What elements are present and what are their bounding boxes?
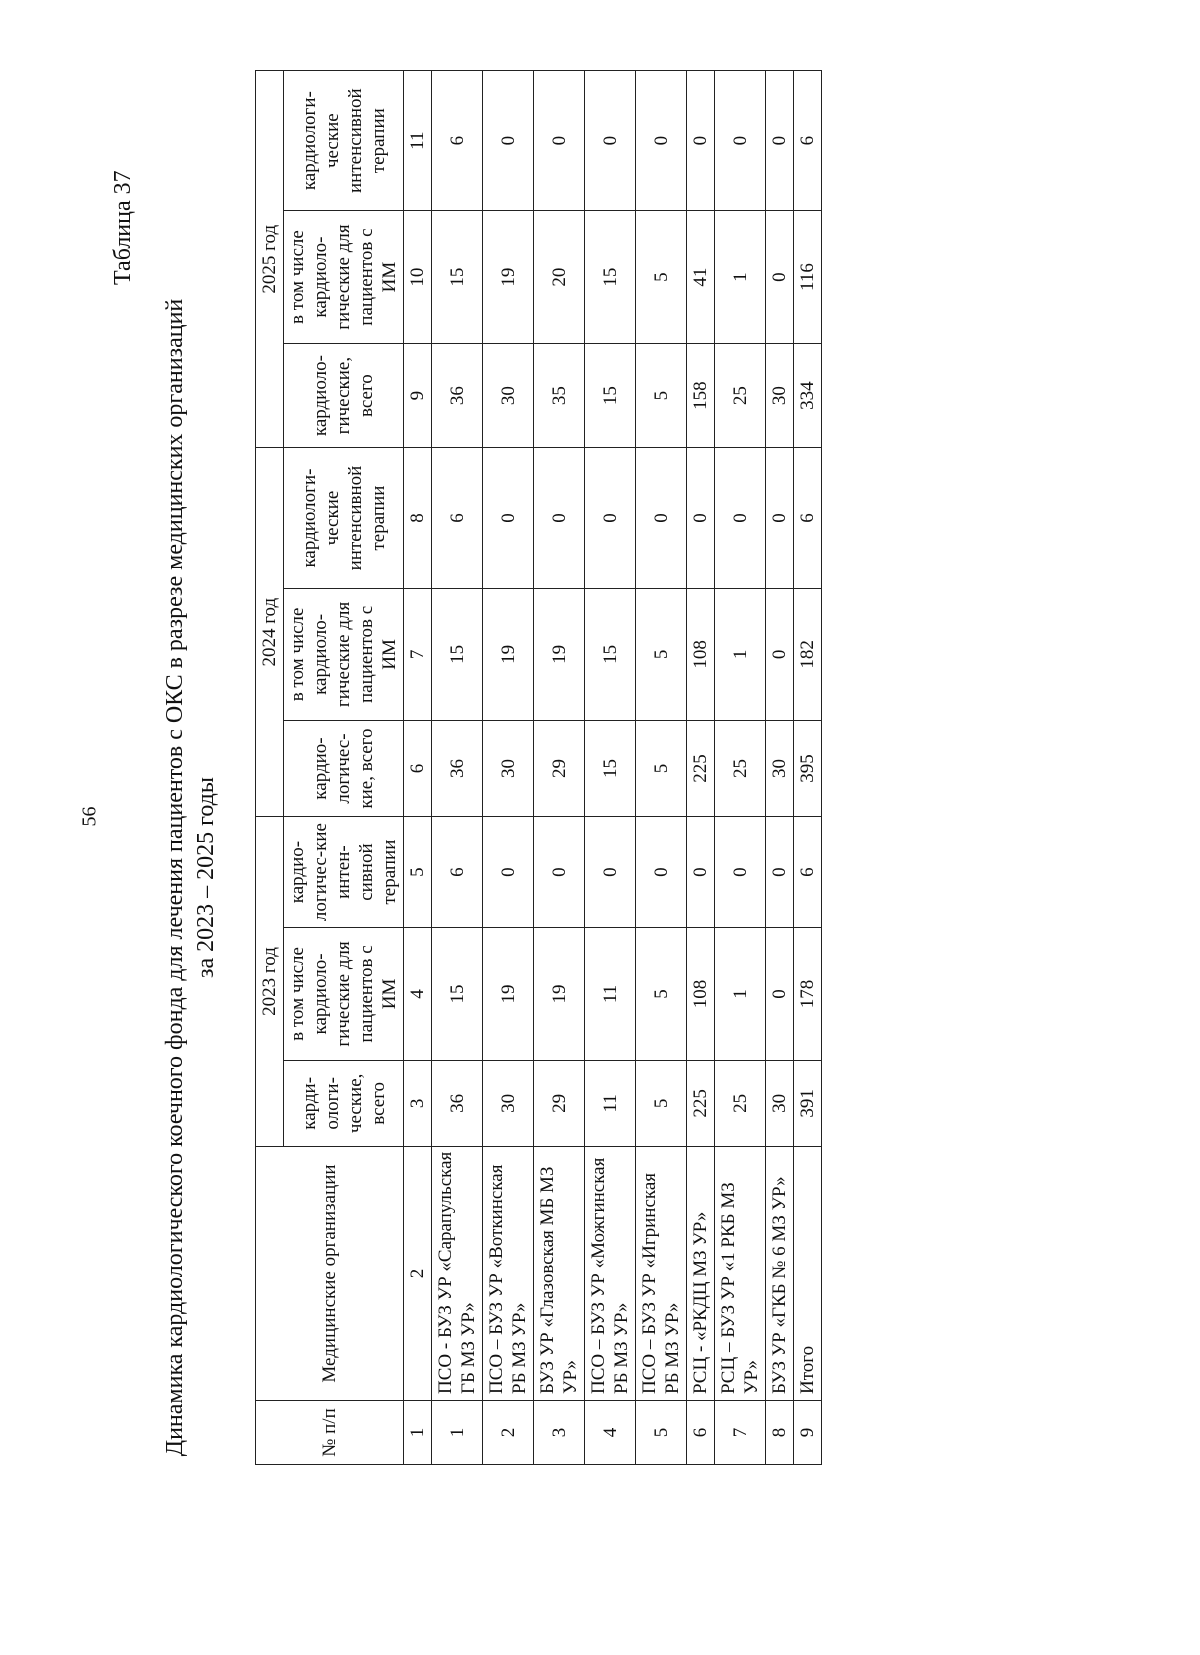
- header-num: № п/п: [256, 1401, 404, 1465]
- subheader: кардио-логичес-кие интен-сивной терапии: [284, 816, 404, 927]
- value-cell: 0: [766, 928, 794, 1061]
- value-cell: 0: [585, 448, 636, 588]
- col-number: 9: [404, 343, 432, 448]
- table-title: [160, 250, 222, 1505]
- value-cell: 6: [794, 816, 822, 927]
- col-number: 5: [404, 816, 432, 927]
- value-cell: 30: [483, 721, 534, 817]
- subheader: в том числе кардиоло-гические для пациентов с ИМ: [284, 588, 404, 721]
- org-name: БУЗ УР «ГКБ № 6 МЗ УР»: [766, 1147, 794, 1401]
- value-cell: 0: [585, 71, 636, 211]
- value-cell: 5: [636, 721, 687, 817]
- value-cell: 0: [534, 448, 585, 588]
- row-number: 2: [483, 1401, 534, 1465]
- value-cell: 30: [766, 721, 794, 817]
- value-cell: 5: [636, 211, 687, 344]
- col-number: 11: [404, 71, 432, 211]
- value-cell: 391: [794, 1060, 822, 1146]
- value-cell: 225: [687, 1060, 715, 1146]
- value-cell: 0: [715, 816, 766, 927]
- title-line-2: за 2023 – 2025 годы: [193, 776, 219, 979]
- value-cell: 30: [483, 1060, 534, 1146]
- org-name: ПСО – БУЗ УР «Можгинская РБ МЗ УР»: [585, 1147, 636, 1401]
- value-cell: 29: [534, 721, 585, 817]
- value-cell: 158: [687, 343, 715, 448]
- table-row: [794, 71, 822, 1465]
- value-cell: 0: [766, 71, 794, 211]
- value-cell: 15: [432, 588, 483, 721]
- value-cell: 0: [483, 816, 534, 927]
- org-name: Итого: [794, 1147, 822, 1401]
- subheader: в том числе кардиоло-гические для пациентов с ИМ: [284, 928, 404, 1061]
- org-name: БУЗ УР «Глазовская МБ МЗ УР»: [534, 1147, 585, 1401]
- subheader: кардиологи-ческие интенсивной терапии: [284, 71, 404, 211]
- value-cell: 19: [483, 928, 534, 1061]
- org-name: РСЦ – БУЗ УР «1 РКБ МЗ УР»: [715, 1147, 766, 1401]
- col-number: 7: [404, 588, 432, 721]
- value-cell: 0: [636, 71, 687, 211]
- value-cell: 0: [585, 816, 636, 927]
- value-cell: 36: [432, 1060, 483, 1146]
- value-cell: 178: [794, 928, 822, 1061]
- page-number: 56: [78, 806, 101, 827]
- table-row: [687, 71, 715, 1465]
- col-number: 2: [404, 1147, 432, 1401]
- subheader: кардио-логичес-кие, всего: [284, 721, 404, 817]
- bed-fund-table: [255, 70, 822, 1465]
- col-number: 4: [404, 928, 432, 1061]
- value-cell: 19: [483, 588, 534, 721]
- value-cell: 29: [534, 1060, 585, 1146]
- value-cell: 5: [636, 1060, 687, 1146]
- value-cell: 0: [766, 448, 794, 588]
- value-cell: 19: [534, 928, 585, 1061]
- row-number: 7: [715, 1401, 766, 1465]
- value-cell: 15: [585, 721, 636, 817]
- value-cell: 0: [534, 816, 585, 927]
- value-cell: 6: [432, 448, 483, 588]
- subheader: кардиоло-гические, всего: [284, 343, 404, 448]
- col-number: 10: [404, 211, 432, 344]
- row-number: 4: [585, 1401, 636, 1465]
- value-cell: 41: [687, 211, 715, 344]
- value-cell: 25: [715, 721, 766, 817]
- value-cell: 0: [636, 448, 687, 588]
- column-number-row: [404, 71, 432, 1465]
- value-cell: 36: [432, 721, 483, 817]
- value-cell: 6: [432, 816, 483, 927]
- col-number: 6: [404, 721, 432, 817]
- row-number: 5: [636, 1401, 687, 1465]
- subheader: в том числе кардиоло-гические для пациентов с ИМ: [284, 211, 404, 344]
- value-cell: 6: [432, 71, 483, 211]
- value-cell: 225: [687, 721, 715, 817]
- value-cell: 15: [585, 588, 636, 721]
- value-cell: 334: [794, 343, 822, 448]
- value-cell: 0: [483, 448, 534, 588]
- value-cell: 15: [585, 211, 636, 344]
- value-cell: 182: [794, 588, 822, 721]
- value-cell: 6: [794, 71, 822, 211]
- row-number: 3: [534, 1401, 585, 1465]
- value-cell: 0: [687, 71, 715, 211]
- value-cell: 108: [687, 588, 715, 721]
- col-number: 1: [404, 1401, 432, 1465]
- value-cell: 5: [636, 343, 687, 448]
- value-cell: 30: [766, 343, 794, 448]
- col-number: 3: [404, 1060, 432, 1146]
- value-cell: 116: [794, 211, 822, 344]
- org-name: ПСО – БУЗ УР «Игринская РБ МЗ УР»: [636, 1147, 687, 1401]
- value-cell: 19: [534, 588, 585, 721]
- subheader: кардиологи-ческие интенсивной терапии: [284, 448, 404, 588]
- value-cell: 0: [715, 71, 766, 211]
- value-cell: 35: [534, 343, 585, 448]
- row-number: 6: [687, 1401, 715, 1465]
- title-line-1: Динамика кардиологического коечного фонда для лечения пациентов с ОКС в разрезе медицинских организаций: [162, 298, 188, 1457]
- value-cell: 25: [715, 1060, 766, 1146]
- value-cell: 11: [585, 1060, 636, 1146]
- value-cell: 0: [715, 448, 766, 588]
- value-cell: 1: [715, 928, 766, 1061]
- value-cell: 19: [483, 211, 534, 344]
- value-cell: 0: [483, 71, 534, 211]
- subheader: карди-ологи-ческие, всего: [284, 1060, 404, 1146]
- col-number: 8: [404, 448, 432, 588]
- value-cell: 1: [715, 588, 766, 721]
- value-cell: 30: [766, 1060, 794, 1146]
- value-cell: 15: [432, 928, 483, 1061]
- org-name: ПСО – БУЗ УР «Воткинская РБ МЗ УР»: [483, 1147, 534, 1401]
- header-year-2024: 2024 год: [256, 448, 284, 817]
- row-number: 9: [794, 1401, 822, 1465]
- header-year-2023: 2023 год: [256, 816, 284, 1146]
- table-row: [585, 71, 636, 1465]
- org-name: ПСО - БУЗ УР «Сарапульская ГБ МЗ УР»: [432, 1147, 483, 1401]
- value-cell: 1: [715, 211, 766, 344]
- value-cell: 0: [766, 588, 794, 721]
- value-cell: 0: [534, 71, 585, 211]
- table-row: [534, 71, 585, 1465]
- value-cell: 6: [794, 448, 822, 588]
- value-cell: 0: [766, 816, 794, 927]
- header-year-2025: 2025 год: [256, 71, 284, 448]
- value-cell: 15: [585, 343, 636, 448]
- header-org: Медицинские организации: [256, 1147, 404, 1401]
- table-row: [766, 71, 794, 1465]
- value-cell: 108: [687, 928, 715, 1061]
- table-label: Таблица 37: [110, 170, 136, 285]
- value-cell: 0: [766, 211, 794, 344]
- value-cell: 30: [483, 343, 534, 448]
- value-cell: 0: [687, 816, 715, 927]
- value-cell: 5: [636, 928, 687, 1061]
- table-row: [483, 71, 534, 1465]
- value-cell: 25: [715, 343, 766, 448]
- value-cell: 36: [432, 343, 483, 448]
- table-row: [432, 71, 483, 1465]
- value-cell: 20: [534, 211, 585, 344]
- row-number: 8: [766, 1401, 794, 1465]
- value-cell: 0: [636, 816, 687, 927]
- value-cell: 15: [432, 211, 483, 344]
- value-cell: 0: [687, 448, 715, 588]
- row-number: 1: [432, 1401, 483, 1465]
- table-row: [636, 71, 687, 1465]
- value-cell: 5: [636, 588, 687, 721]
- table-row: [715, 71, 766, 1465]
- org-name: РСЦ - «РКДЦ МЗ УР»: [687, 1147, 715, 1401]
- value-cell: 395: [794, 721, 822, 817]
- value-cell: 11: [585, 928, 636, 1061]
